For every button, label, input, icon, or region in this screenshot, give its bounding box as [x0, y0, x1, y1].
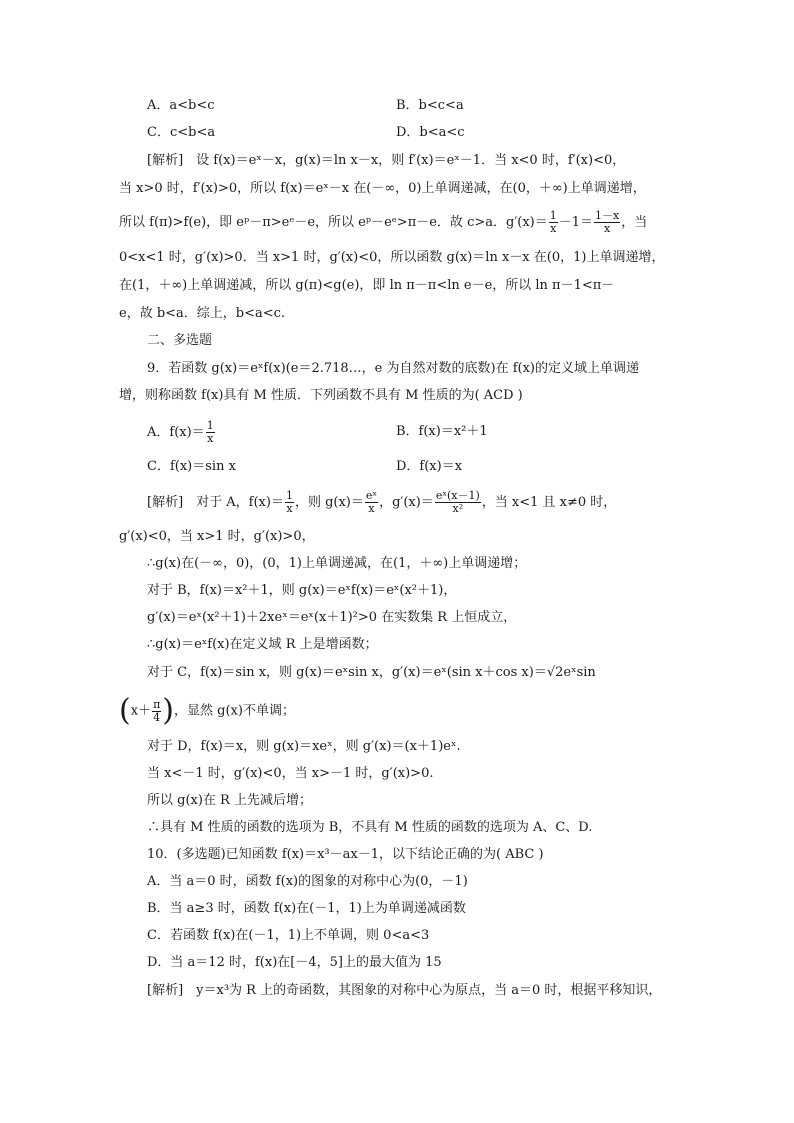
q9-sol-1c: ，g′(x)＝	[379, 495, 434, 510]
q10-option-c: C．若函数 f(x)在(－1，1)上不单调，则 0<a<3	[147, 928, 430, 943]
q9-sol-frac-2	[365, 490, 378, 515]
q9-stem-line-2: 增，则称函数 f(x)具有 M 性质．下列函数不具有 M 性质的为( ACD )	[119, 388, 523, 403]
q10-option-b: B．当 a≥3 时，函数 f(x)在(－1，1)上为单调递减函数	[147, 901, 466, 916]
frac-den: x	[604, 222, 611, 235]
q9-sol-1b: ，则 g(x)＝	[294, 495, 364, 510]
q9-stem-line-1: 9．若函数 g(x)＝eˣf(x)(e＝2.718…，e 为自然对数的底数)在 f(x)的定义域上单调递	[147, 361, 639, 376]
q10-option-d: D．当 a＝12 时，f(x)在[－4，5]上的最大值为 15	[147, 955, 442, 970]
q8-solution-line-2: 当 x>0 时，f′(x)>0，所以 f(x)＝eˣ－x 在(－∞，0)上单调递减，在(0，＋∞)上单调递增，	[119, 181, 646, 196]
q8-solution-line-5: 在(1，＋∞)上单调递减，所以 g(π)<g(e)，即 ln π－π<ln e－e，所以 ln π－1<π－	[119, 278, 615, 293]
frac-num: eˣ(x－1)	[435, 489, 480, 502]
frac-den: x	[368, 502, 375, 515]
q8-option-a: A．a<b<c	[147, 98, 215, 113]
q9-option-a-fraction	[206, 420, 215, 445]
frac-den: x	[550, 222, 557, 235]
q8-solution-line-3b: －1＝	[558, 215, 594, 230]
frac-num: eˣ	[365, 489, 378, 502]
q9-solution-line-11: 所以 g(x)在 R 上先减后增；	[147, 793, 312, 808]
q9-solution-line-2: g′(x)<0，当 x>1 时，g′(x)>0，	[119, 529, 315, 544]
q8-solution-line-6: e，故 b<a．综上，b<a<c.	[119, 306, 286, 321]
q9-solution-line-9: 对于 D，f(x)＝x，则 g(x)＝xeˣ，则 g′(x)＝(x＋1)eˣ.	[147, 739, 461, 754]
q9-sol-frac-1	[285, 490, 294, 515]
q9-solution-line-7: 对于 C，f(x)＝sin x，则 g(x)＝eˣsin x，g′(x)＝eˣ(sin x＋cos x)＝√2eˣsin	[147, 665, 596, 680]
q9-solution-line-3: ∴g(x)在(－∞，0)，(0，1)上单调递减，在(1，＋∞)上单调递增；	[147, 556, 527, 571]
frac-num: π	[153, 697, 161, 711]
q9-solution-line-4: 对于 B，f(x)＝x²＋1，则 g(x)＝eˣf(x)＝eˣ(x²＋1)，	[147, 583, 457, 598]
q8-solution-line-3a: 所以 f(π)>f(e)，即 eᵖ－π>eᵉ－e，所以 eᵖ－eᵉ>π－e．故 c>a．g′(x)＝	[119, 215, 548, 230]
frac-num: 1	[206, 419, 214, 432]
q9-option-c: C．f(x)＝sin x	[147, 459, 236, 474]
q9-solution-line-5: g′(x)＝eˣ(x²＋1)＋2xeˣ＝eˣ(x＋1)²>0 在实数集 R 上恒成立，	[147, 610, 517, 625]
q9-sol-frac-pi4	[152, 699, 161, 724]
q10-solution-line-1: [解析] y＝x³为 R 上的奇函数，其图象的对称中心为原点，当 a＝0 时，根据平移知识，	[147, 983, 662, 998]
q8-option-d: D．b<a<c	[396, 125, 465, 140]
q8-solution-line-3c: ，当	[621, 215, 648, 230]
frac-num: 1	[549, 209, 557, 222]
frac-num: 1	[285, 489, 293, 502]
frac-den: x²	[452, 502, 464, 515]
q8-fraction-2	[594, 210, 620, 235]
q10-stem: 10．(多选题)已知函数 f(x)＝x³－ax－1，以下结论正确的为( ABC )	[147, 847, 544, 862]
q9-sol-1d: ，当 x<1 且 x≠0 时，	[481, 495, 617, 510]
q8-fraction-1	[549, 210, 558, 235]
frac-den: x	[207, 432, 214, 445]
q8-solution-line-1: [解析] 设 f(x)＝eˣ－x，g(x)＝ln x－x，则 f′(x)＝eˣ－1．当 x<0 时，f′(x)<0，	[147, 153, 626, 168]
q9-solution-line-8	[119, 693, 295, 728]
q9-option-d: D．f(x)＝x	[396, 459, 463, 474]
frac-den: 4	[153, 710, 161, 724]
q9-solution-line-12: ∴具有 M 性质的函数的选项为 B，不具有 M 性质的函数的选项为 A、C、D.	[147, 820, 593, 835]
q9-option-b: B．f(x)＝x²＋1	[396, 424, 488, 439]
section-title: 二、多选题	[147, 333, 213, 348]
q9-solution-line-10: 当 x<－1 时，g′(x)<0，当 x>－1 时，g′(x)>0.	[147, 766, 434, 781]
q9-solution-line-1	[147, 490, 616, 515]
q9-solution-line-6: ∴g(x)＝eˣf(x)在定义域 R 上是增函数；	[147, 637, 378, 652]
q10-option-a: A．当 a＝0 时，函数 f(x)的图象的对称中心为(0，－1)	[147, 874, 468, 889]
q8-solution-line-3	[119, 210, 647, 235]
q8-solution-line-4: 0<x<1 时，g′(x)>0．当 x>1 时，g′(x)<0，所以函数 g(x)＝ln x－x 在(0，1)上单调递增，	[119, 250, 665, 265]
q9-sol-1a: [解析] 对于 A，f(x)＝	[147, 495, 284, 510]
q9-option-a	[147, 420, 216, 445]
right-paren: )	[162, 693, 175, 728]
frac-den: x	[286, 502, 293, 515]
left-paren: (	[119, 693, 131, 728]
q8-option-b: B．b<c<a	[396, 98, 464, 113]
q9-sol-8-pre: x＋	[130, 703, 152, 719]
frac-num: 1－x	[595, 209, 620, 222]
q9-sol-8-post: ，显然 g(x)不单调；	[174, 703, 295, 719]
q8-option-c: C．c<b<a	[147, 125, 216, 140]
q9-sol-frac-3	[435, 490, 481, 515]
q9-option-a-label: A．f(x)＝	[147, 425, 205, 440]
